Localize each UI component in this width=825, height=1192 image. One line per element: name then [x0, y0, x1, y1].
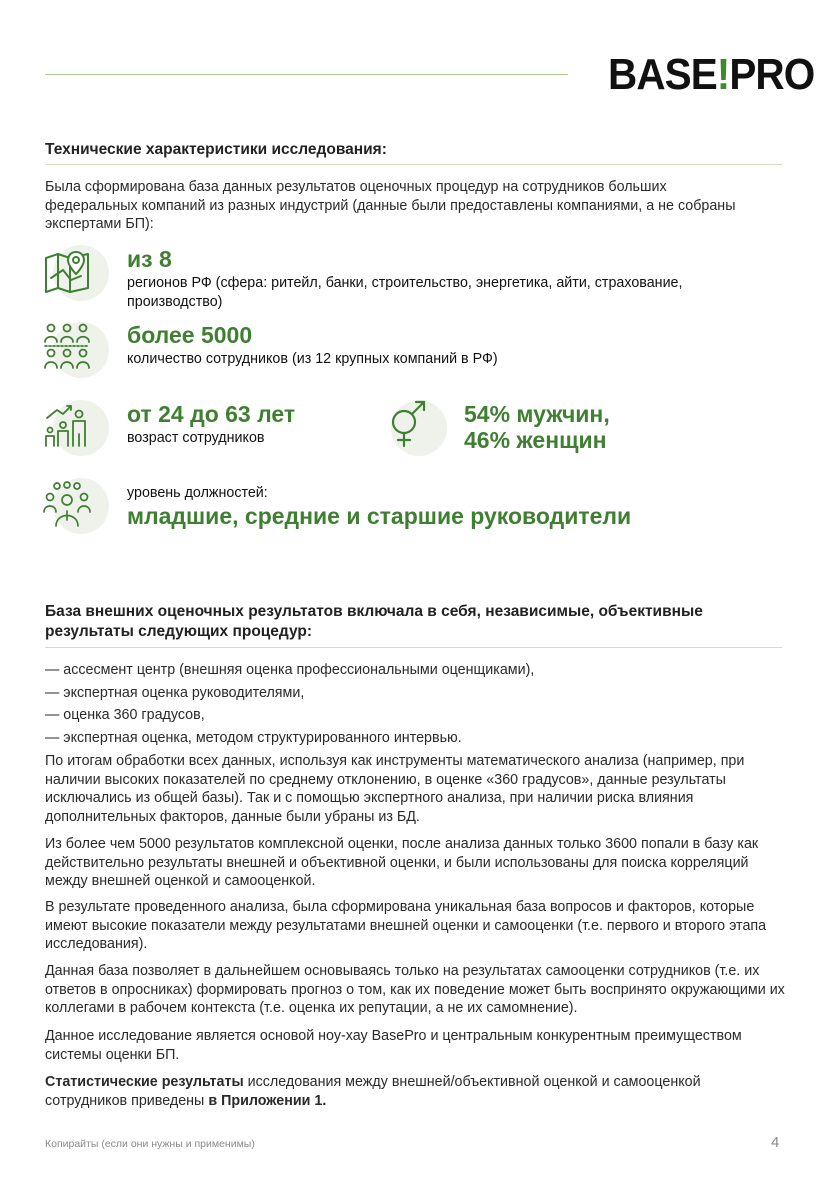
intro-paragraph: Была сформирована база данных результатов оценочных процедур на сотрудников больших федеральных компаний из разных индустрий (данные были предоставлены компаниями, а не собраны экспертами БП): — [45, 179, 736, 232]
gender-symbol-icon — [384, 400, 432, 448]
section-rule — [45, 647, 782, 648]
paragraph-analysis: По итогам обработки всех данных, используя как инструменты математического анализа (например, при наличии высоких показателей по среднему отклонению, в оценке «360 градусов», данные результаты исключались из общей базы). Так и с помощью экспертного анализа, при наличии риска влияния дополнительных факторов, данные были убраны из БД. — [45, 753, 745, 825]
basepro-logo: BASE!PRO — [608, 50, 815, 99]
paragraph-knowhow: Данное исследование является основой ноу-хау BasePro и центральным конкурентным преимуществом системы оценки БП. — [45, 1028, 742, 1063]
stat-regions-caption: регионов РФ (сфера: ритейл, банки, строительство, энергетика, айти, страхование, производство) — [127, 275, 683, 310]
list-item: — оценка 360 градусов, — [45, 707, 205, 723]
header-rule — [45, 74, 568, 75]
paragraph-appendix: Статистические результаты исследования между внешней/объективной оценкой и самооценкой сотрудников приведены в Приложении 1. — [45, 1074, 701, 1109]
stat-positions-value: младшие, средние и старшие руководители — [127, 503, 632, 529]
section-title-external: База внешних оценочных результатов включала в себя, независимые, объективные результаты следующих процедур: — [45, 603, 703, 640]
section-title-tech: Технические характеристики исследования: — [45, 141, 387, 158]
age-growth-icon — [43, 400, 91, 448]
list-item: — ассесмент центр (внешняя оценка профессиональными оценщиками), — [45, 662, 535, 678]
people-group-icon — [43, 322, 91, 370]
procedures-list — [45, 661, 785, 747]
stat-gender-male: 54% мужчин, — [464, 401, 610, 427]
managers-group-icon — [43, 480, 91, 528]
paragraph-results: Из более чем 5000 результатов комплексной оценки, после анализа данных только 3600 попали в базу как действительно результаты внешней и объективной оценки, и были использованы для поиска корреляций между внешней оценкой и самооценкой. — [45, 836, 759, 889]
paragraph-forecast: Данная база позволяет в дальнейшем основываясь только на результатах самооценки сотрудников (т.е. их ответов в опросниках) формировать прогноз о том, как их поведение может быть воспринято окружающими их коллегами в рабочем контекста (т.е. оценка их репутации, а не их самомнение). — [45, 963, 785, 1016]
stat-positions-caption: уровень должностей: — [127, 485, 268, 501]
page-number: 4 — [771, 1134, 780, 1151]
stat-age-value: от 24 до 63 лет — [127, 401, 296, 427]
section-rule — [45, 164, 782, 165]
stat-regions-value: из 8 — [127, 246, 172, 272]
stat-employees-value: более 5000 — [127, 322, 253, 348]
list-item: — экспертная оценка, методом структурированного интервью. — [45, 729, 462, 746]
map-location-icon — [43, 248, 91, 296]
stat-age-caption: возраст сотрудников — [127, 430, 265, 446]
paragraph-database: В результате проведенного анализа, была сформирована уникальная база вопросов и факторов, которые имеют высокие показатели между результатами внешней оценки и самооценки (т.е. первого и второго этапа исследования). — [45, 899, 767, 952]
footer-copyright: Копирайты (если они нужны и применимы) — [45, 1138, 255, 1150]
stat-gender-female: 46% женщин — [464, 427, 607, 453]
stat-employees-caption: количество сотрудников (из 12 крупных компаний в РФ) — [127, 351, 498, 367]
list-item: — экспертная оценка руководителями, — [45, 684, 305, 701]
